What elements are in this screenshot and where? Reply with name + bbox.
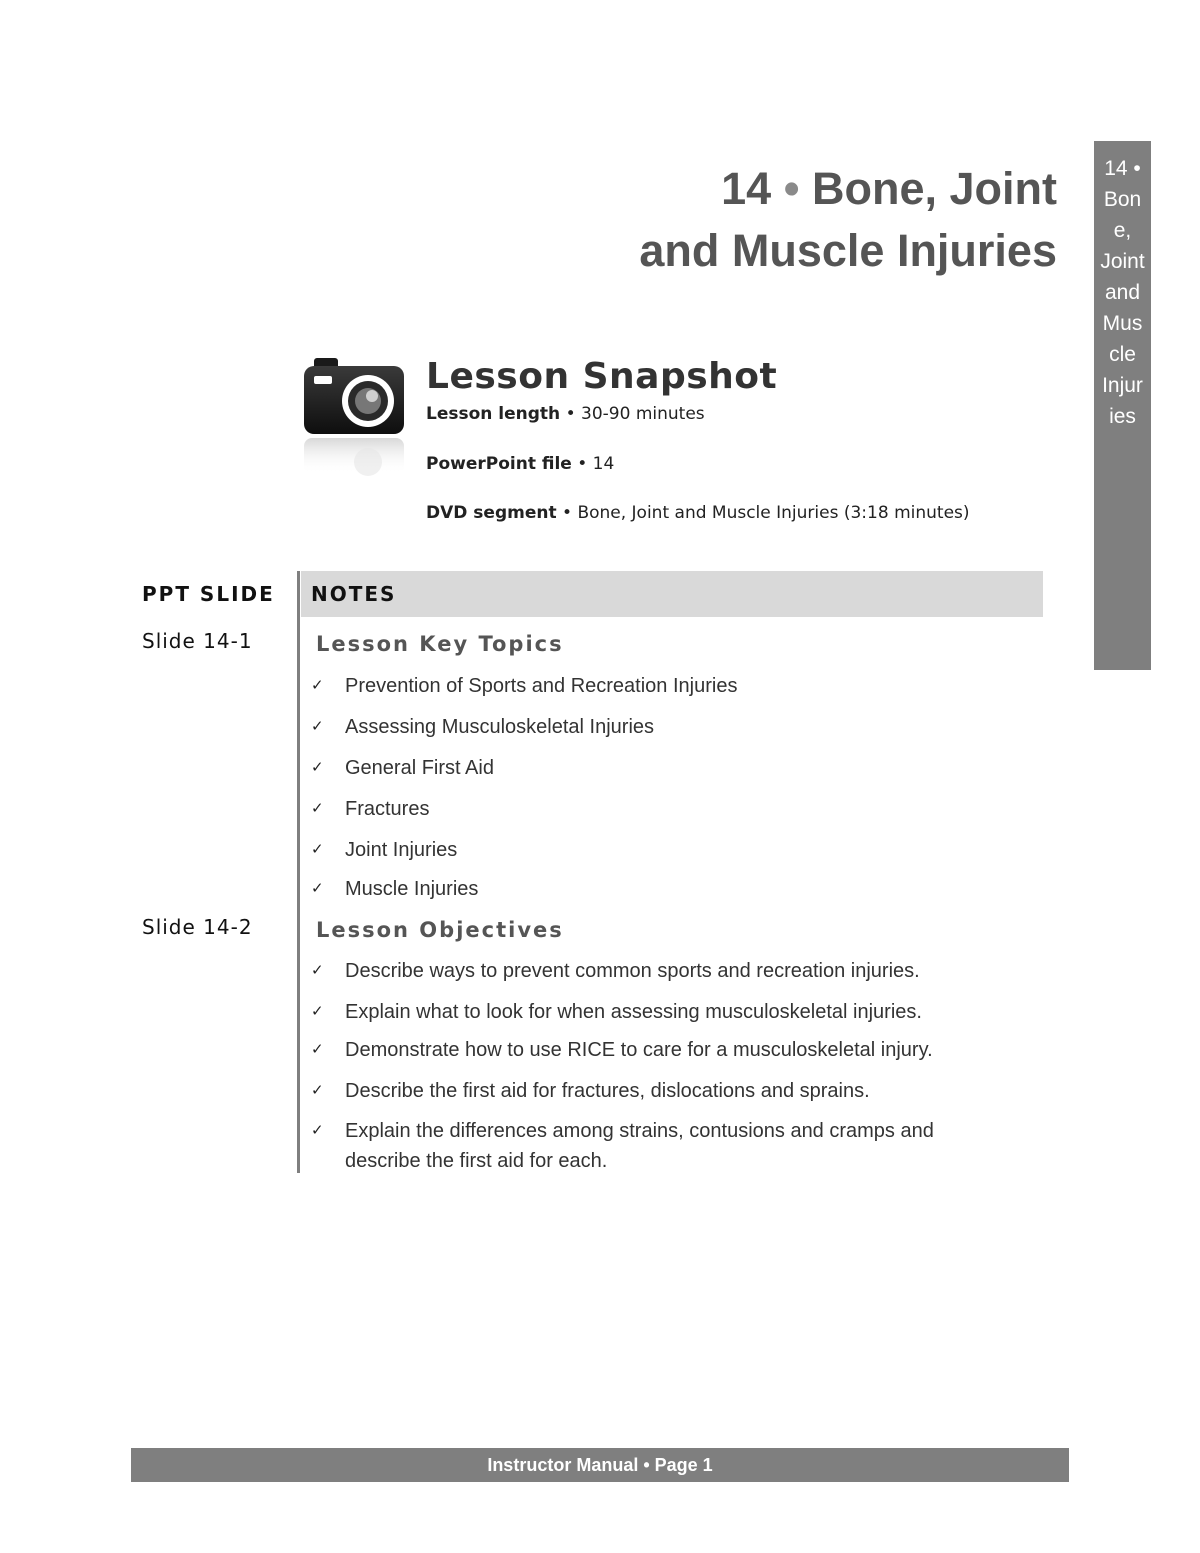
- side-tab-line: ies: [1109, 405, 1136, 428]
- side-tab-line: e,: [1113, 219, 1132, 242]
- list-item-text: Describe the first aid for fractures, dislocations and sprains.: [345, 1080, 870, 1102]
- list-item: [311, 712, 1001, 742]
- list-item: [311, 835, 1001, 865]
- camera-icon: [300, 356, 408, 476]
- check-icon: ✓: [311, 800, 324, 817]
- list-item-text: Demonstrate how to use RICE to care for a musculoskeletal injury.: [345, 1039, 933, 1061]
- list-item-text: Fractures: [345, 798, 430, 820]
- side-tab-line: Mus: [1102, 312, 1143, 335]
- list-item-text: General First Aid: [345, 757, 494, 779]
- side-tab-line: 14 •: [1104, 157, 1141, 180]
- check-icon: ✓: [311, 677, 324, 694]
- list-item-text: Joint Injuries: [345, 839, 458, 861]
- dvd-segment-line: [426, 503, 970, 523]
- check-icon: ✓: [311, 962, 324, 979]
- chapter-title-line-2: and Muscle Injuries: [639, 225, 1057, 276]
- chapter-side-tab: [1094, 141, 1151, 670]
- chapter-title-text-1: Bone, Joint: [812, 163, 1057, 214]
- section-heading: Lesson Key Topics: [316, 632, 564, 656]
- chapter-title-line-1: [457, 158, 1057, 220]
- snapshot-separator: •: [562, 503, 573, 523]
- check-icon: ✓: [311, 880, 324, 897]
- list-item: [311, 753, 1001, 783]
- check-icon: ✓: [311, 841, 324, 858]
- list-item: [311, 874, 1001, 904]
- powerpoint-file-value: 14: [592, 454, 615, 474]
- ppt-slide-column-header: PPT SLIDE: [142, 582, 275, 606]
- page-footer: Instructor Manual • Page 1: [131, 1448, 1069, 1482]
- slide-label: Slide 14-2: [142, 915, 253, 939]
- lesson-length-line: [426, 404, 705, 424]
- section-heading: Lesson Objectives: [316, 918, 564, 942]
- side-tab-line: cle: [1109, 343, 1136, 366]
- column-divider: [297, 571, 300, 1173]
- check-icon: ✓: [311, 1082, 324, 1099]
- list-item-text: Explain what to look for when assessing musculoskeletal injuries.: [345, 1001, 922, 1023]
- list-item-text: Muscle Injuries: [345, 878, 479, 900]
- list-item-text: Explain the differences among strains, contusions and cramps and describe the first aid for each.: [345, 1120, 934, 1172]
- check-icon: ✓: [311, 718, 324, 735]
- side-tab-line: Bon: [1103, 188, 1142, 211]
- notes-header-bar: [301, 571, 1043, 617]
- chapter-number: 14: [721, 163, 772, 214]
- snapshot-separator: •: [577, 454, 588, 474]
- side-tab-line: Injur: [1102, 374, 1143, 397]
- lesson-length-value: 30-90 minutes: [581, 404, 705, 424]
- notes-column-header: NOTES: [311, 582, 397, 606]
- powerpoint-file-label: PowerPoint file: [426, 454, 572, 474]
- list-item: [311, 1035, 1001, 1065]
- check-icon: ✓: [311, 1041, 324, 1058]
- side-tab-line: and: [1104, 281, 1141, 304]
- list-item-text: Assessing Musculoskeletal Injuries: [345, 716, 655, 738]
- lesson-length-label: Lesson length: [426, 404, 561, 424]
- list-item: [311, 671, 1001, 701]
- dvd-segment-value: Bone, Joint and Muscle Injuries (3:18 minutes): [577, 503, 970, 523]
- dvd-segment-label: DVD segment: [426, 503, 557, 523]
- chapter-bullet: •: [783, 163, 800, 214]
- list-item: [311, 1076, 1001, 1106]
- list-item: [311, 997, 1001, 1027]
- list-item: [311, 956, 1001, 986]
- list-item: [311, 794, 1001, 824]
- side-tab-line: Joint: [1100, 250, 1145, 273]
- slide-label: Slide 14-1: [142, 629, 253, 653]
- list-item-text: Describe ways to prevent common sports and recreation injuries.: [345, 960, 920, 982]
- snapshot-separator: •: [565, 404, 576, 424]
- chapter-title: [457, 158, 1057, 282]
- check-icon: ✓: [311, 1122, 324, 1139]
- list-item: [311, 1116, 1001, 1176]
- list-item-text: Prevention of Sports and Recreation Injuries: [345, 675, 738, 697]
- powerpoint-file-line: [426, 454, 614, 474]
- check-icon: ✓: [311, 1003, 324, 1020]
- snapshot-title: Lesson Snapshot: [426, 356, 778, 397]
- check-icon: ✓: [311, 759, 324, 776]
